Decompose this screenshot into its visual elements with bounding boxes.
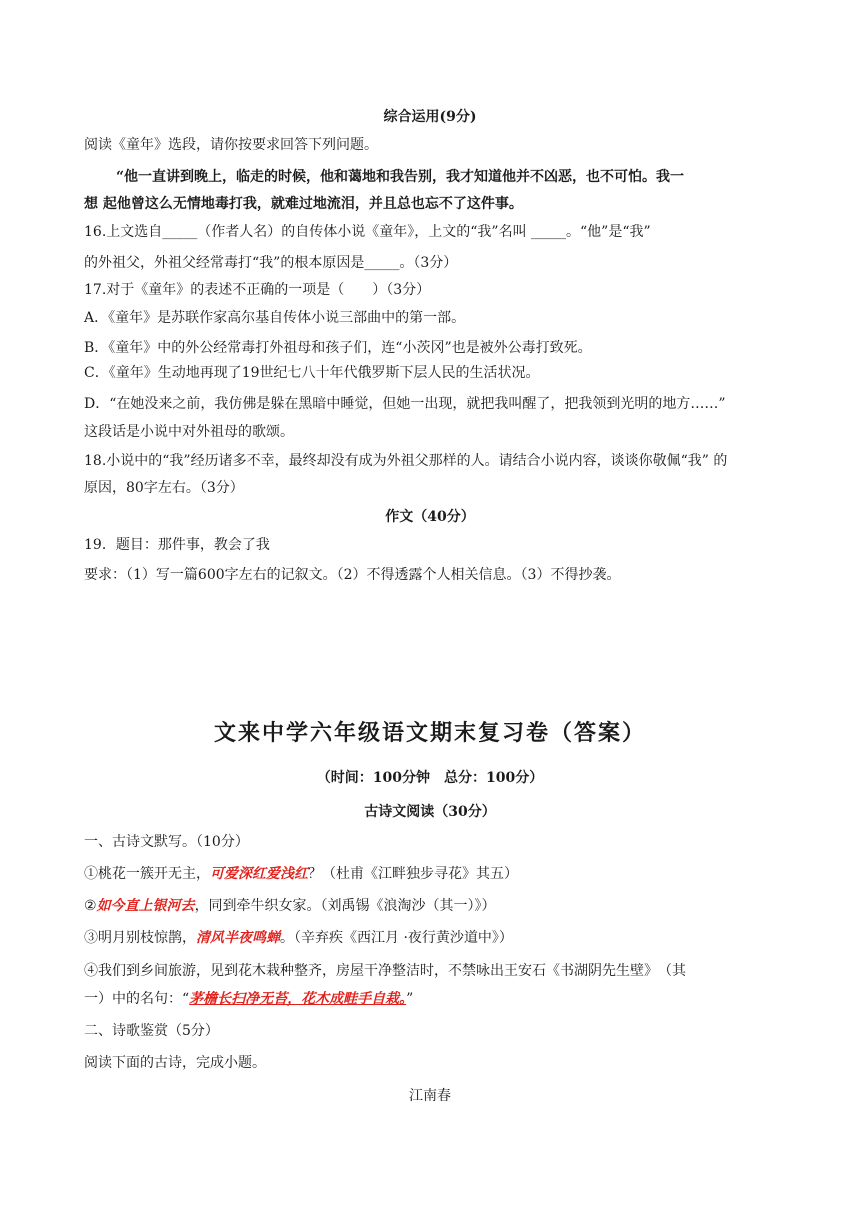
excerpt-line-2: 想 起他曾这么无情地毒打我，就难过地流泪，并且总也忘不了这件事。 — [84, 196, 523, 212]
dictation-item-4-line-1: ④我们到乡间旅游，见到花木栽种整齐，房屋干净整洁时，不禁咏出王安石《书湖阴先生壁》 （其 — [84, 963, 686, 979]
dictation-item-4-answer: 茅檐长扫净无苔，花木成畦手自栽。 — [189, 991, 407, 1007]
dictation-item-2-source: ，同到牵牛织女家。（刘禹锡《浪淘沙（其一）》） — [194, 898, 496, 914]
dictation-item-2 — [84, 896, 496, 916]
dictation-item-2-answer: 如今直上银河去 — [96, 898, 195, 914]
dictation-item-1-source: ？（杜甫《江畔独步寻花》其五） — [308, 866, 518, 882]
reading-intro: 阅读《童年》选段，请你按要求回答下列问题。 — [84, 137, 378, 153]
poetry-intro: 阅读下面的古诗，完成小题。 — [84, 1055, 266, 1071]
section-title-classical: 古诗文阅读（30分） — [364, 804, 496, 820]
answer-sheet-title: 文来中学六年级语文期末复习卷（答案） — [213, 720, 646, 746]
question-16-line-2: 的外祖父，外祖父经常毒打“我”的根本原因是_____。（3分） — [84, 255, 458, 271]
dictation-item-3-answer: 清风半夜鸣蝉 — [196, 930, 280, 946]
question-17-option-d-line-2: 这段话是小说中对外祖母的歌颂。 — [84, 424, 294, 440]
excerpt-line-1: “他一直讲到晚上，临走的时候，他和蔼地和我告别，我才知道他并不凶恶，也不可怕。我一 — [116, 169, 685, 185]
section-title-comprehensive: 综合运用(9分) — [383, 109, 477, 125]
question-17-option-d-line-1: D．“在她没来之前，我仿佛是躲在黑暗中睡觉，但她一出现，就把我叫醒了，把我领到光明的地方……” — [84, 396, 726, 412]
poem-title: 江南春 — [409, 1088, 451, 1104]
classical-dictation-heading: 一、古诗文默写。（10分） — [84, 834, 249, 850]
question-17-option-c: C．《童年》生动地再现了19世纪七八十年代俄罗斯下层人民的生活状况。 — [84, 365, 540, 381]
question-17-option-a: A．《童年》是苏联作家高尔基自传体小说三部曲中的第一部。 — [84, 310, 466, 326]
question-17: 17.对于《童年》的表述不正确的一项是（ ）（3分） — [84, 282, 431, 298]
question-19-requirements: 要求：（1）写一篇600字左右的记叙文。（2）不得透露个人相关信息。（3）不得抄袭。 — [84, 567, 621, 583]
dictation-item-4-close-quote: ” — [406, 991, 414, 1007]
question-19: 19．题目：那件事，教会了我 — [84, 537, 270, 553]
dictation-item-1 — [84, 864, 518, 884]
question-18-line-1: 18.小说中的“我”经历诸多不幸，最终却没有成为外祖父那样的人。请结合小说内容，谈谈你敬佩“我” 的 — [84, 453, 728, 469]
dictation-item-4-line-2 — [84, 989, 413, 1009]
dictation-item-3-prompt: ③明月别枝惊鹊， — [84, 930, 196, 946]
question-16-line-1: 16.上文选自_____（作者人名）的自传体小说《童年》，上文的“我”名叫 _____。“他”是“我” — [84, 224, 651, 240]
dictation-item-2-prompt: ② — [84, 898, 97, 914]
dictation-item-3 — [84, 928, 513, 948]
dictation-item-1-prompt: ①桃花一簇开无主， — [84, 866, 210, 882]
dictation-item-3-source: 。（辛弃疾《西江月 ·夜行黄沙道中》） — [280, 930, 513, 946]
exam-time-score: （时间：100分钟 总分：100分） — [316, 770, 544, 786]
poetry-appreciation-heading: 二、诗歌鉴赏（5分） — [84, 1023, 219, 1039]
dictation-item-4-prompt: 一）中的名句：“ — [84, 991, 190, 1007]
question-17-option-b: B．《童年》中的外公经常毒打外祖母和孩子们，连“小茨冈”也是被外公毒打致死。 — [84, 340, 592, 356]
section-title-essay: 作文（40分） — [385, 509, 475, 525]
question-18-line-2: 原因，80字左右。（3分） — [84, 480, 244, 496]
dictation-item-1-answer: 可爱深红爱浅红 — [210, 866, 308, 882]
